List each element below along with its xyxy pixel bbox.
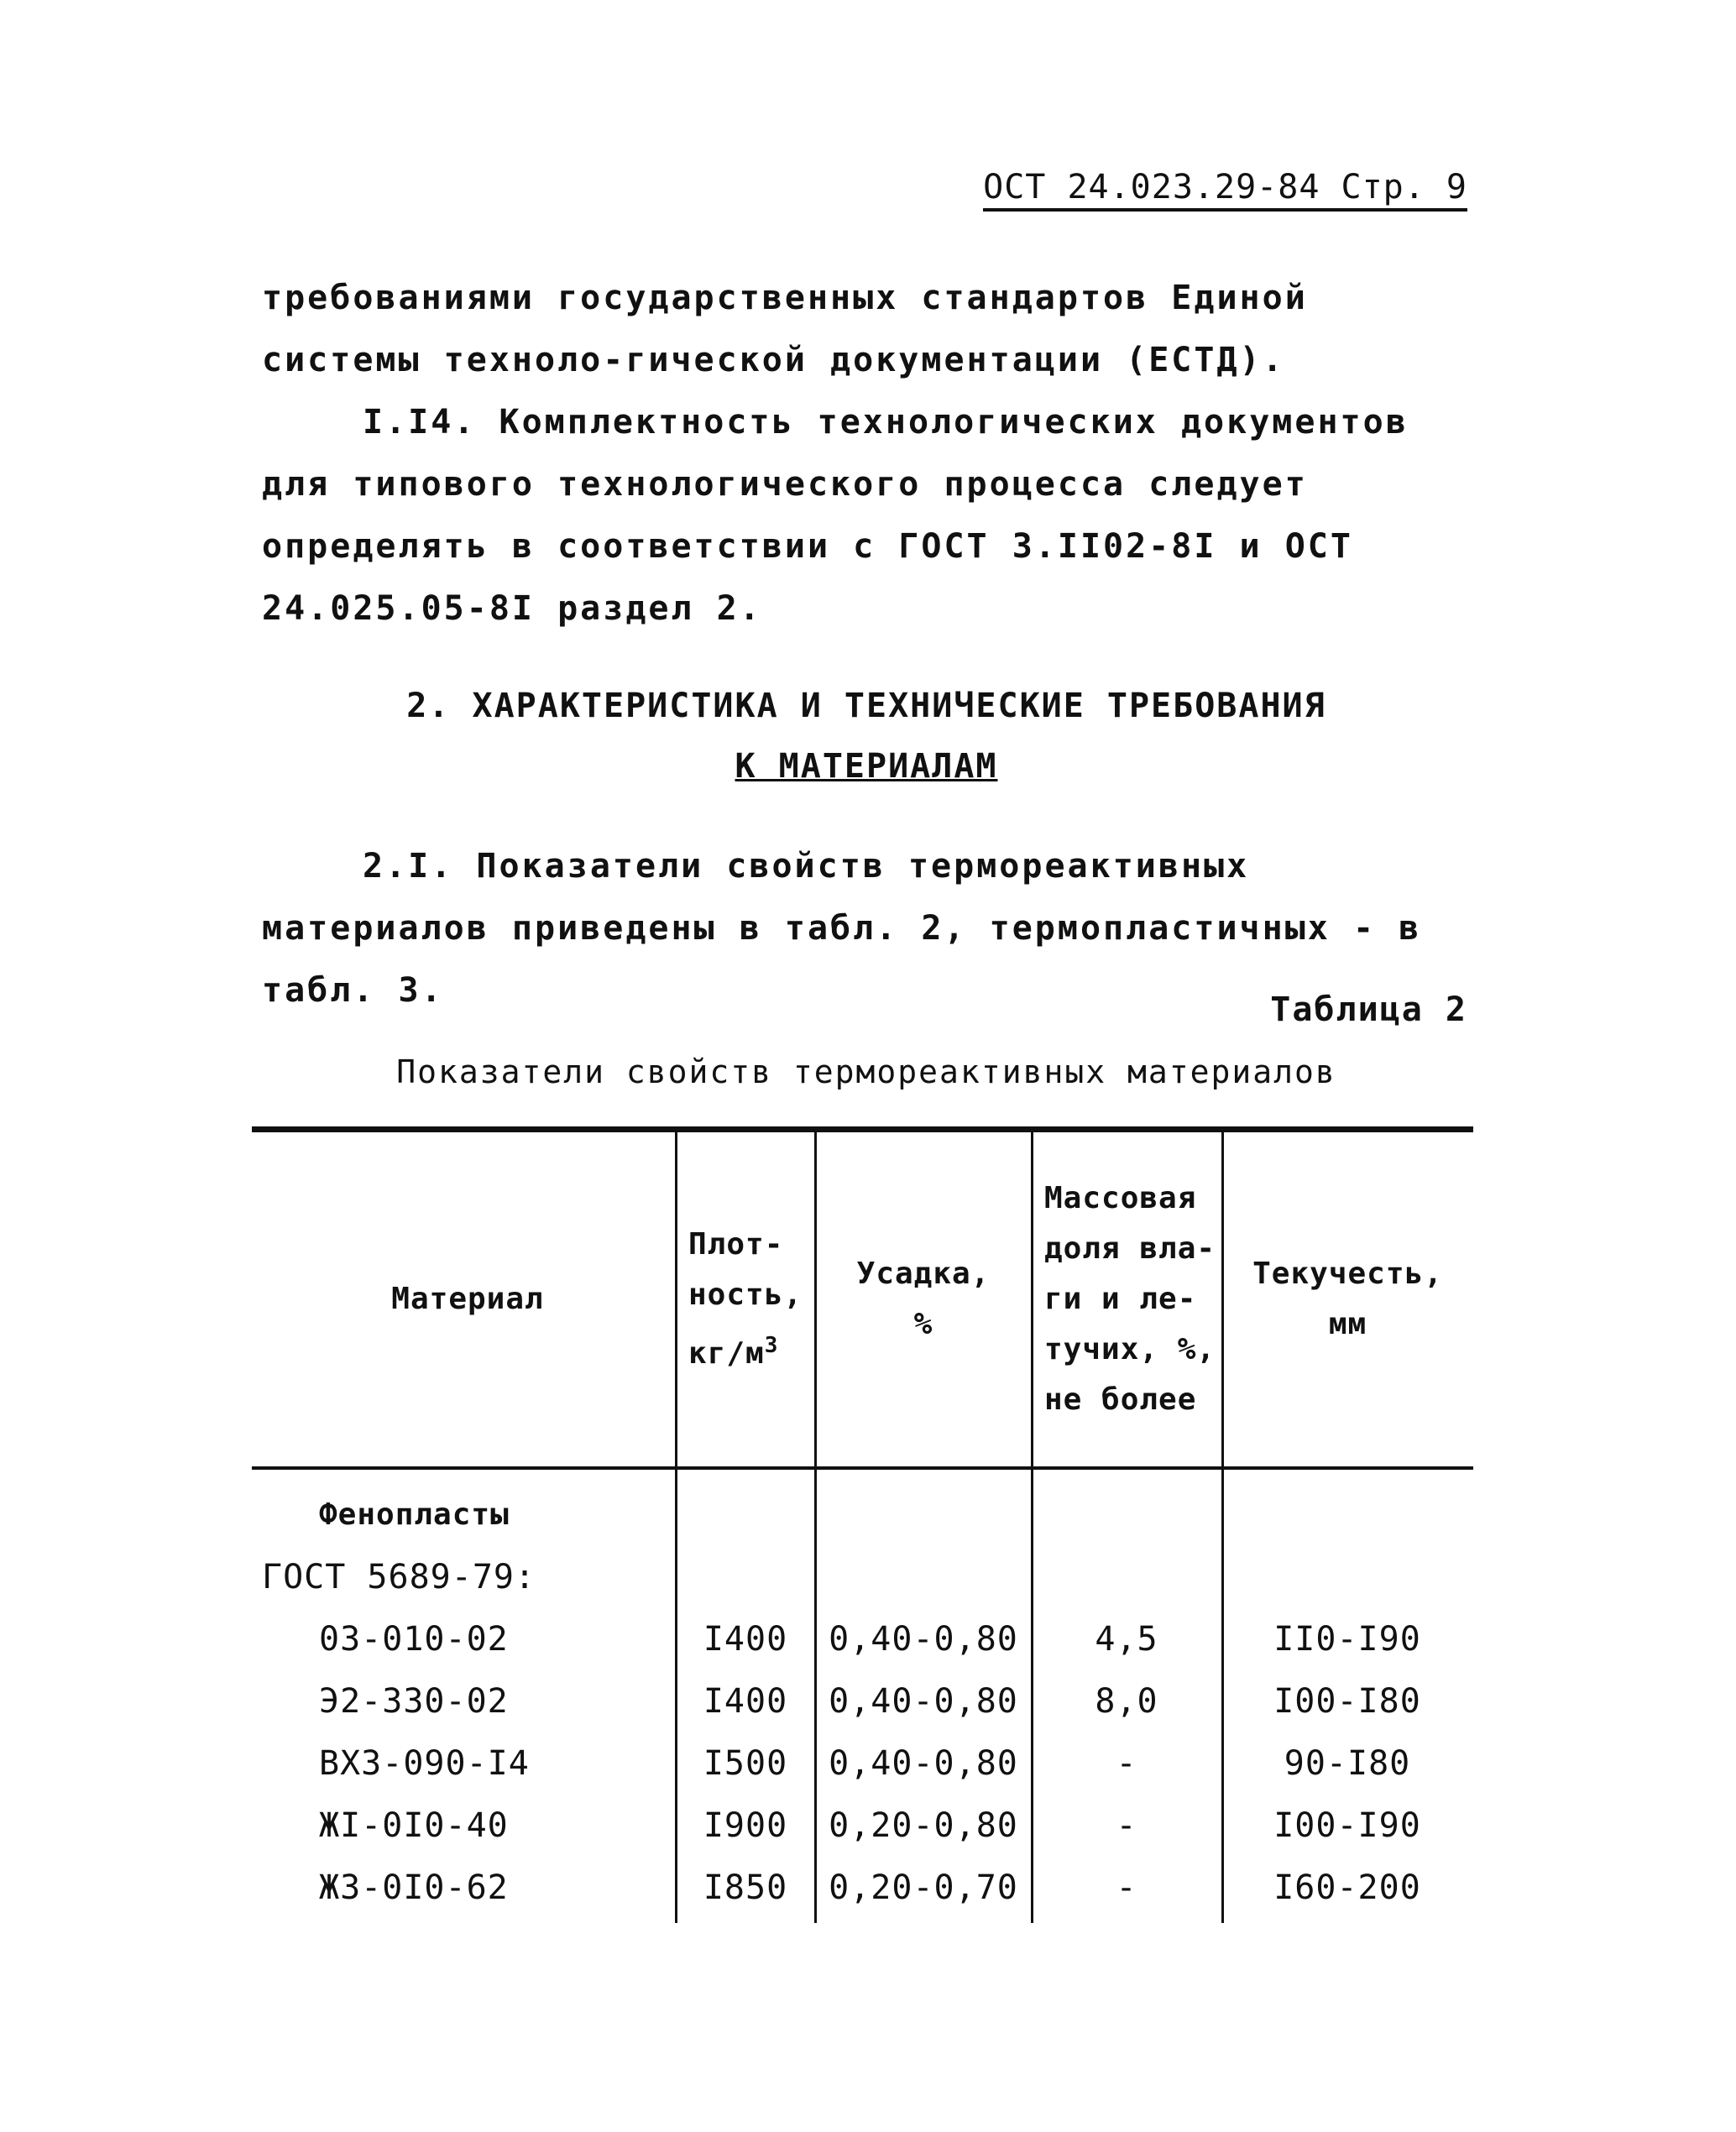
paragraph-1-14 xyxy=(262,391,1471,640)
cell-material: 03-010-02 xyxy=(319,1620,509,1659)
cell-shrinkage: 0,40-0,80 xyxy=(829,1744,1018,1783)
cell-moisture: 8,0 xyxy=(1095,1682,1158,1721)
header-material-label: Материал xyxy=(391,1281,544,1316)
cell-shrinkage: 0,20-0,80 xyxy=(829,1806,1018,1845)
group-name: Фенопласты xyxy=(319,1497,510,1532)
cell-density: I500 xyxy=(703,1744,788,1783)
header-density-line-2: ность, xyxy=(688,1277,803,1312)
cell-shrinkage: 0,20-0,70 xyxy=(829,1868,1018,1907)
cell-density: I850 xyxy=(703,1868,788,1907)
header-density-line-1: Плот- xyxy=(688,1226,784,1262)
group-standard: ГОСТ 5689-79: xyxy=(262,1558,536,1596)
header-moisture-line-5: не более xyxy=(1044,1382,1197,1417)
section-title-line-2: К МАТЕРИАЛАМ xyxy=(735,747,998,786)
cell-flow: II0-I90 xyxy=(1273,1620,1421,1659)
cell-density: I900 xyxy=(703,1806,788,1845)
cell-material: Э2-330-02 xyxy=(319,1682,509,1721)
cell-flow: I00-I90 xyxy=(1273,1806,1421,1845)
document-reference: ОСТ 24.023.29-84 Стр. 9 xyxy=(983,168,1467,212)
paragraph-1-14-text: I.I4. Комплектность технологических документов для типового технологического процесса следует определять в соответствии с ГОСТ 3.II02-8I и ОСТ 24.025.05-8I раздел 2. xyxy=(262,403,1409,628)
cell-moisture: - xyxy=(1116,1744,1137,1783)
cell-shrinkage: 0,40-0,80 xyxy=(829,1620,1018,1659)
document-header xyxy=(983,168,1467,212)
header-flow-line-1: Текучесть, xyxy=(1252,1256,1443,1291)
cell-moisture: 4,5 xyxy=(1095,1620,1158,1659)
header-flow-line-2: мм xyxy=(1328,1306,1367,1341)
header-material xyxy=(262,1133,673,1465)
cell-moisture: - xyxy=(1116,1868,1137,1907)
cell-density: I400 xyxy=(703,1620,788,1659)
header-shrinkage-line-1: Усадка, xyxy=(856,1256,991,1291)
table-label: Таблица 2 xyxy=(1270,990,1467,1029)
paragraph-continuation: требованиями государственных стандартов Единой системы техноло-гической документации (ЕСТД). xyxy=(262,279,1308,379)
section-title-line-1: 2. ХАРАКТЕРИСТИКА И ТЕХНИЧЕСКИЕ ТРЕБОВАНИЯ xyxy=(406,687,1326,725)
header-moisture xyxy=(1033,1133,1221,1465)
table-header-rule xyxy=(252,1466,1473,1470)
header-shrinkage-line-2: % xyxy=(913,1306,933,1341)
header-moisture-line-2: доля вла- xyxy=(1044,1231,1216,1266)
cell-flow: I60-200 xyxy=(1273,1868,1421,1907)
header-moisture-line-3: ги и ле- xyxy=(1044,1281,1197,1316)
cell-material: ВХ3-090-I4 xyxy=(319,1744,530,1783)
paragraph-2-1-text: 2.I. Показатели свойств термореактивных материалов приведены в табл. 2, термопластичных - в табл. 3. xyxy=(262,847,1422,1010)
header-density xyxy=(677,1133,814,1465)
header-moisture-line-4: тучих, %, xyxy=(1044,1331,1216,1366)
header-flow xyxy=(1224,1133,1472,1465)
table-title: Показатели свойств термореактивных материалов xyxy=(396,1053,1336,1090)
cell-moisture: - xyxy=(1116,1806,1137,1845)
cell-material: Ж3-0I0-62 xyxy=(319,1868,509,1907)
cell-flow: 90-I80 xyxy=(1284,1744,1411,1783)
table-top-rule xyxy=(252,1126,1473,1132)
header-density-line-3: кг/м xyxy=(688,1335,765,1371)
cell-density: I400 xyxy=(703,1682,788,1721)
cell-shrinkage: 0,40-0,80 xyxy=(829,1682,1018,1721)
section-title xyxy=(262,676,1471,797)
cell-material: ЖI-0I0-40 xyxy=(319,1806,509,1845)
header-shrinkage xyxy=(816,1133,1031,1465)
cell-flow: I00-I80 xyxy=(1273,1682,1421,1721)
header-density-superscript: 3 xyxy=(764,1332,779,1358)
header-moisture-line-1: Массовая xyxy=(1044,1180,1197,1215)
